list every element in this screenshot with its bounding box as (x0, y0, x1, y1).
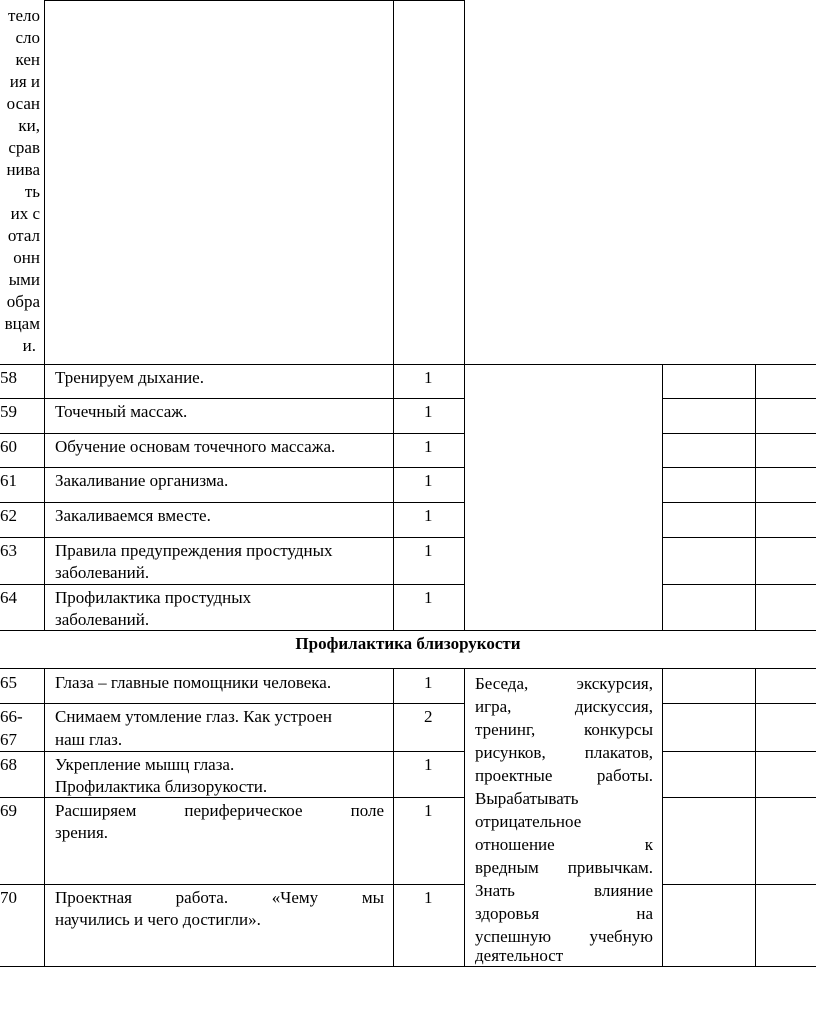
topic-title: Проектная работа. «Чему мы (55, 888, 384, 907)
rule (44, 668, 45, 966)
topic-title: Тренируем дыхание. (55, 368, 204, 387)
activities-line: проектные работы. (475, 766, 653, 785)
topic-title: Обучение основам точечного массажа. (55, 437, 336, 456)
row-number: 60 (0, 437, 17, 456)
rule (0, 884, 464, 885)
rule (662, 668, 663, 966)
fragment-line: кен (15, 50, 40, 69)
fragment-line: ки, (18, 116, 40, 135)
row-number: 67 (0, 730, 17, 749)
hours: 1 (424, 673, 433, 692)
rule (464, 0, 465, 364)
fragment-line: отал (7, 226, 40, 245)
fragment-line: нива (6, 160, 40, 179)
topic-title: зрения. (55, 823, 109, 842)
row-number: 70 (0, 888, 17, 907)
rule (0, 751, 464, 752)
rule (0, 467, 464, 468)
fragment-line: и. (22, 336, 36, 355)
hours: 1 (424, 402, 433, 421)
section-heading: Профилактика близорукости (295, 634, 521, 653)
rule (662, 584, 816, 585)
rule (662, 364, 663, 630)
rule (662, 797, 816, 798)
hours: 1 (424, 588, 433, 607)
activities-line: успешную учебную (475, 927, 653, 946)
rule (662, 433, 816, 434)
topic-title: научились и чего достигли». (55, 910, 261, 929)
rule (755, 364, 756, 630)
rule (0, 703, 464, 704)
topic-title: Расширяем периферическое поле (55, 801, 384, 820)
rule (464, 668, 465, 966)
rule (0, 398, 464, 399)
activities-line: Вырабатывать (475, 789, 579, 808)
rule (0, 364, 816, 365)
fragment-line: осан (6, 94, 40, 113)
topic-title: Точечный массаж. (55, 402, 188, 421)
rule (393, 0, 394, 364)
hours: 1 (424, 368, 433, 387)
fragment-line: срав (8, 138, 40, 157)
topic-title: заболеваний. (55, 563, 150, 582)
fragment-line: ыми (8, 270, 40, 289)
topic-title: Правила предупреждения простудных (55, 541, 333, 560)
row-number: 64 (0, 588, 17, 607)
fragment-line: обра (6, 292, 40, 311)
hours: 1 (424, 437, 433, 456)
top-fragment (0, 4, 42, 362)
row-number: 68 (0, 755, 17, 774)
topic-title: Профилактика простудных (55, 588, 252, 607)
topic-title: Закаливание организма. (55, 471, 229, 490)
rule (0, 433, 464, 434)
topic-title: наш глаз. (55, 730, 123, 749)
activities-line: рисунков, плакатов, (475, 743, 653, 762)
hours: 1 (424, 506, 433, 525)
rule (44, 364, 45, 630)
rule (0, 966, 816, 967)
topic-title: заболеваний. (55, 610, 150, 629)
top-border (44, 0, 464, 1)
activities-line: Знать влияние (475, 881, 653, 900)
topic-title: Снимаем утомление глаз. Как устроен (55, 707, 332, 726)
hours: 2 (424, 707, 433, 726)
fragment-line: тело (8, 6, 40, 25)
rule (0, 537, 464, 538)
rule (0, 668, 816, 669)
row-number: 69 (0, 801, 17, 820)
fragment-line: вцам (4, 314, 40, 333)
activities-line: вредным привычкам. (475, 858, 653, 877)
topic-title: Глаза – главные помощники человека. (55, 673, 332, 692)
hours: 1 (424, 755, 433, 774)
activities-line: тренинг, конкурсы (475, 720, 653, 739)
hours: 1 (424, 541, 433, 560)
fragment-line: ть (24, 182, 40, 201)
fragment-line: онн (13, 248, 40, 267)
row-number: 58 (0, 368, 17, 387)
fragment-line: сло (15, 28, 40, 47)
rule (662, 467, 816, 468)
rule (464, 364, 465, 630)
rule (393, 364, 394, 630)
rule (662, 502, 816, 503)
topic-title: Укрепление мышц глаза. (55, 755, 235, 774)
row-number: 59 (0, 402, 17, 421)
hours: 1 (424, 888, 433, 907)
row-number: 63 (0, 541, 17, 560)
activities-line: отношение к (475, 835, 653, 854)
row-number: 66- (0, 707, 23, 726)
fragment-line: ия и (9, 72, 40, 91)
rule (662, 751, 816, 752)
row-number: 62 (0, 506, 17, 525)
fragment-line: их с (10, 204, 40, 223)
rule (662, 398, 816, 399)
hours: 1 (424, 801, 433, 820)
row-number: 61 (0, 471, 17, 490)
rule (755, 668, 756, 966)
activities-line: игра, дискуссия, (475, 697, 653, 716)
hours: 1 (424, 471, 433, 490)
rule (0, 502, 464, 503)
rule (0, 584, 464, 585)
activities-line: Беседа, экскурсия, (475, 674, 653, 693)
rule (44, 0, 45, 364)
rule (662, 884, 816, 885)
rule (393, 668, 394, 966)
topic-title: Профилактика близорукости. (55, 777, 268, 796)
activities-line: отрицательное (475, 812, 582, 831)
row-number: 65 (0, 673, 17, 692)
topic-title: Закаливаемся вместе. (55, 506, 211, 525)
rule (662, 703, 816, 704)
activities-line: деятельност (475, 946, 564, 965)
rule (662, 537, 816, 538)
activities-line: здоровья на (475, 904, 653, 923)
